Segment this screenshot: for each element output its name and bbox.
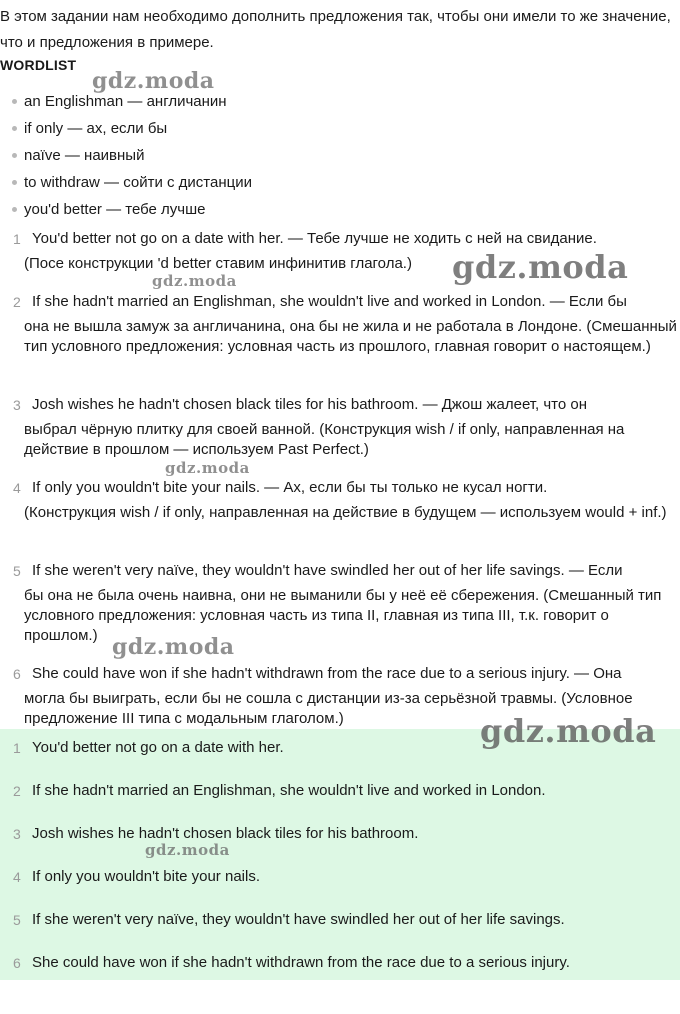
watermark: gdz.moda	[145, 841, 230, 859]
answer-text: If she hadn't married an Englishman, she wouldn't live and worked in London.	[32, 782, 546, 799]
item-sentence: She could have won if she hadn't withdrawn from the race due to a serious injury. — Она	[32, 665, 622, 682]
answer-number: 2	[13, 783, 21, 799]
item-number: 3	[13, 397, 21, 413]
watermark: gdz.moda	[165, 459, 250, 477]
answer-row	[0, 734, 680, 764]
item-explanation: (Конструкция wish / if only, направленная на действие в будущем — используем would + inf.)	[24, 504, 667, 521]
answer-number: 3	[13, 826, 21, 842]
answer-row	[0, 820, 680, 850]
item-explanation: выбрал чёрную плитку для своей ванной. (Конструкция wish / if only, направленная на действие в прошлом — используем Past Perfect.)	[24, 421, 625, 458]
answer-text: If only you wouldn't bite your nails.	[32, 868, 260, 885]
wordlist	[12, 90, 252, 225]
bullet-dot-icon	[12, 180, 17, 185]
item-number: 1	[13, 231, 21, 247]
item-explanation: бы она не была очень наивна, они не выманили бы у неё её сбережения. (Смешанный тип условного предложения: условная часть из типа II, главная из типа III, т.к. говорит о прошлом.)	[24, 587, 662, 644]
answers-panel	[0, 729, 680, 980]
watermark: gdz.moda	[152, 272, 237, 290]
wordlist-item: you'd better — тебе лучше	[12, 198, 252, 225]
item-number: 5	[13, 563, 21, 579]
bullet-dot-icon	[12, 99, 17, 104]
item-explanation: она не вышла замуж за англичанина, она бы не жила и не работала в Лондоне. (Смешанный тип условного предложения: условная часть из прошлого, главная говорит о настоящем.)	[24, 318, 677, 355]
item-number: 6	[13, 666, 21, 682]
bullet-dot-icon	[12, 207, 17, 212]
item-explanation: могла бы выиграть, если бы не сошла с дистанции из-за серьёзной травмы. (Условное предложение III типа с модальным глаголом.)	[24, 690, 633, 727]
wordlist-heading: WORDLIST	[0, 57, 77, 73]
wordlist-item: to withdraw — сойти с дистанции	[12, 171, 252, 198]
answer-row	[0, 906, 680, 936]
wordlist-item: naïve — наивный	[12, 144, 252, 171]
bullet-dot-icon	[12, 126, 17, 131]
bullet-dot-icon	[12, 153, 17, 158]
item-explanation: (Посе конструкции 'd better ставим инфинитив глагола.)	[24, 255, 412, 272]
answer-row	[0, 863, 680, 893]
item-number: 4	[13, 480, 21, 496]
intro-text: В этом задании нам необходимо дополнить предложения так, чтобы они имели то же значение, что и предложения в примере.	[0, 8, 671, 51]
answer-number: 1	[13, 740, 21, 756]
watermark: gdz.moda	[92, 68, 215, 94]
wordlist-item: if only — ах, если бы	[12, 117, 252, 144]
answer-text: If she weren't very naïve, they wouldn't have swindled her out of her life savings.	[32, 911, 565, 928]
watermark: gdz.moda	[452, 248, 629, 286]
answer-text: You'd better not go on a date with her.	[32, 739, 284, 756]
item-sentence: If only you wouldn't bite your nails. — Ах, если бы ты только не кусал ногти.	[32, 479, 548, 496]
answer-row	[0, 777, 680, 807]
item-sentence: If she weren't very naïve, they wouldn't have swindled her out of her life savings. — Если	[32, 562, 623, 579]
answer-row	[0, 949, 680, 979]
item-number: 2	[13, 294, 21, 310]
watermark: gdz.moda	[480, 712, 657, 750]
answer-number: 5	[13, 912, 21, 928]
watermark: gdz.moda	[112, 634, 235, 660]
item-sentence: You'd better not go on a date with her. — Тебе лучше не ходить с ней на свидание.	[32, 230, 597, 247]
item-sentence: Josh wishes he hadn't chosen black tiles for his bathroom. — Джош жалеет, что он	[32, 396, 587, 413]
answer-number: 4	[13, 869, 21, 885]
answer-text: She could have won if she hadn't withdrawn from the race due to a serious injury.	[32, 954, 570, 971]
item-sentence: If she hadn't married an Englishman, she wouldn't live and worked in London. — Если бы	[32, 293, 627, 310]
answer-number: 6	[13, 955, 21, 971]
wordlist-item: an Englishman — англичанин	[12, 90, 252, 117]
answer-text: Josh wishes he hadn't chosen black tiles for his bathroom.	[32, 825, 419, 842]
